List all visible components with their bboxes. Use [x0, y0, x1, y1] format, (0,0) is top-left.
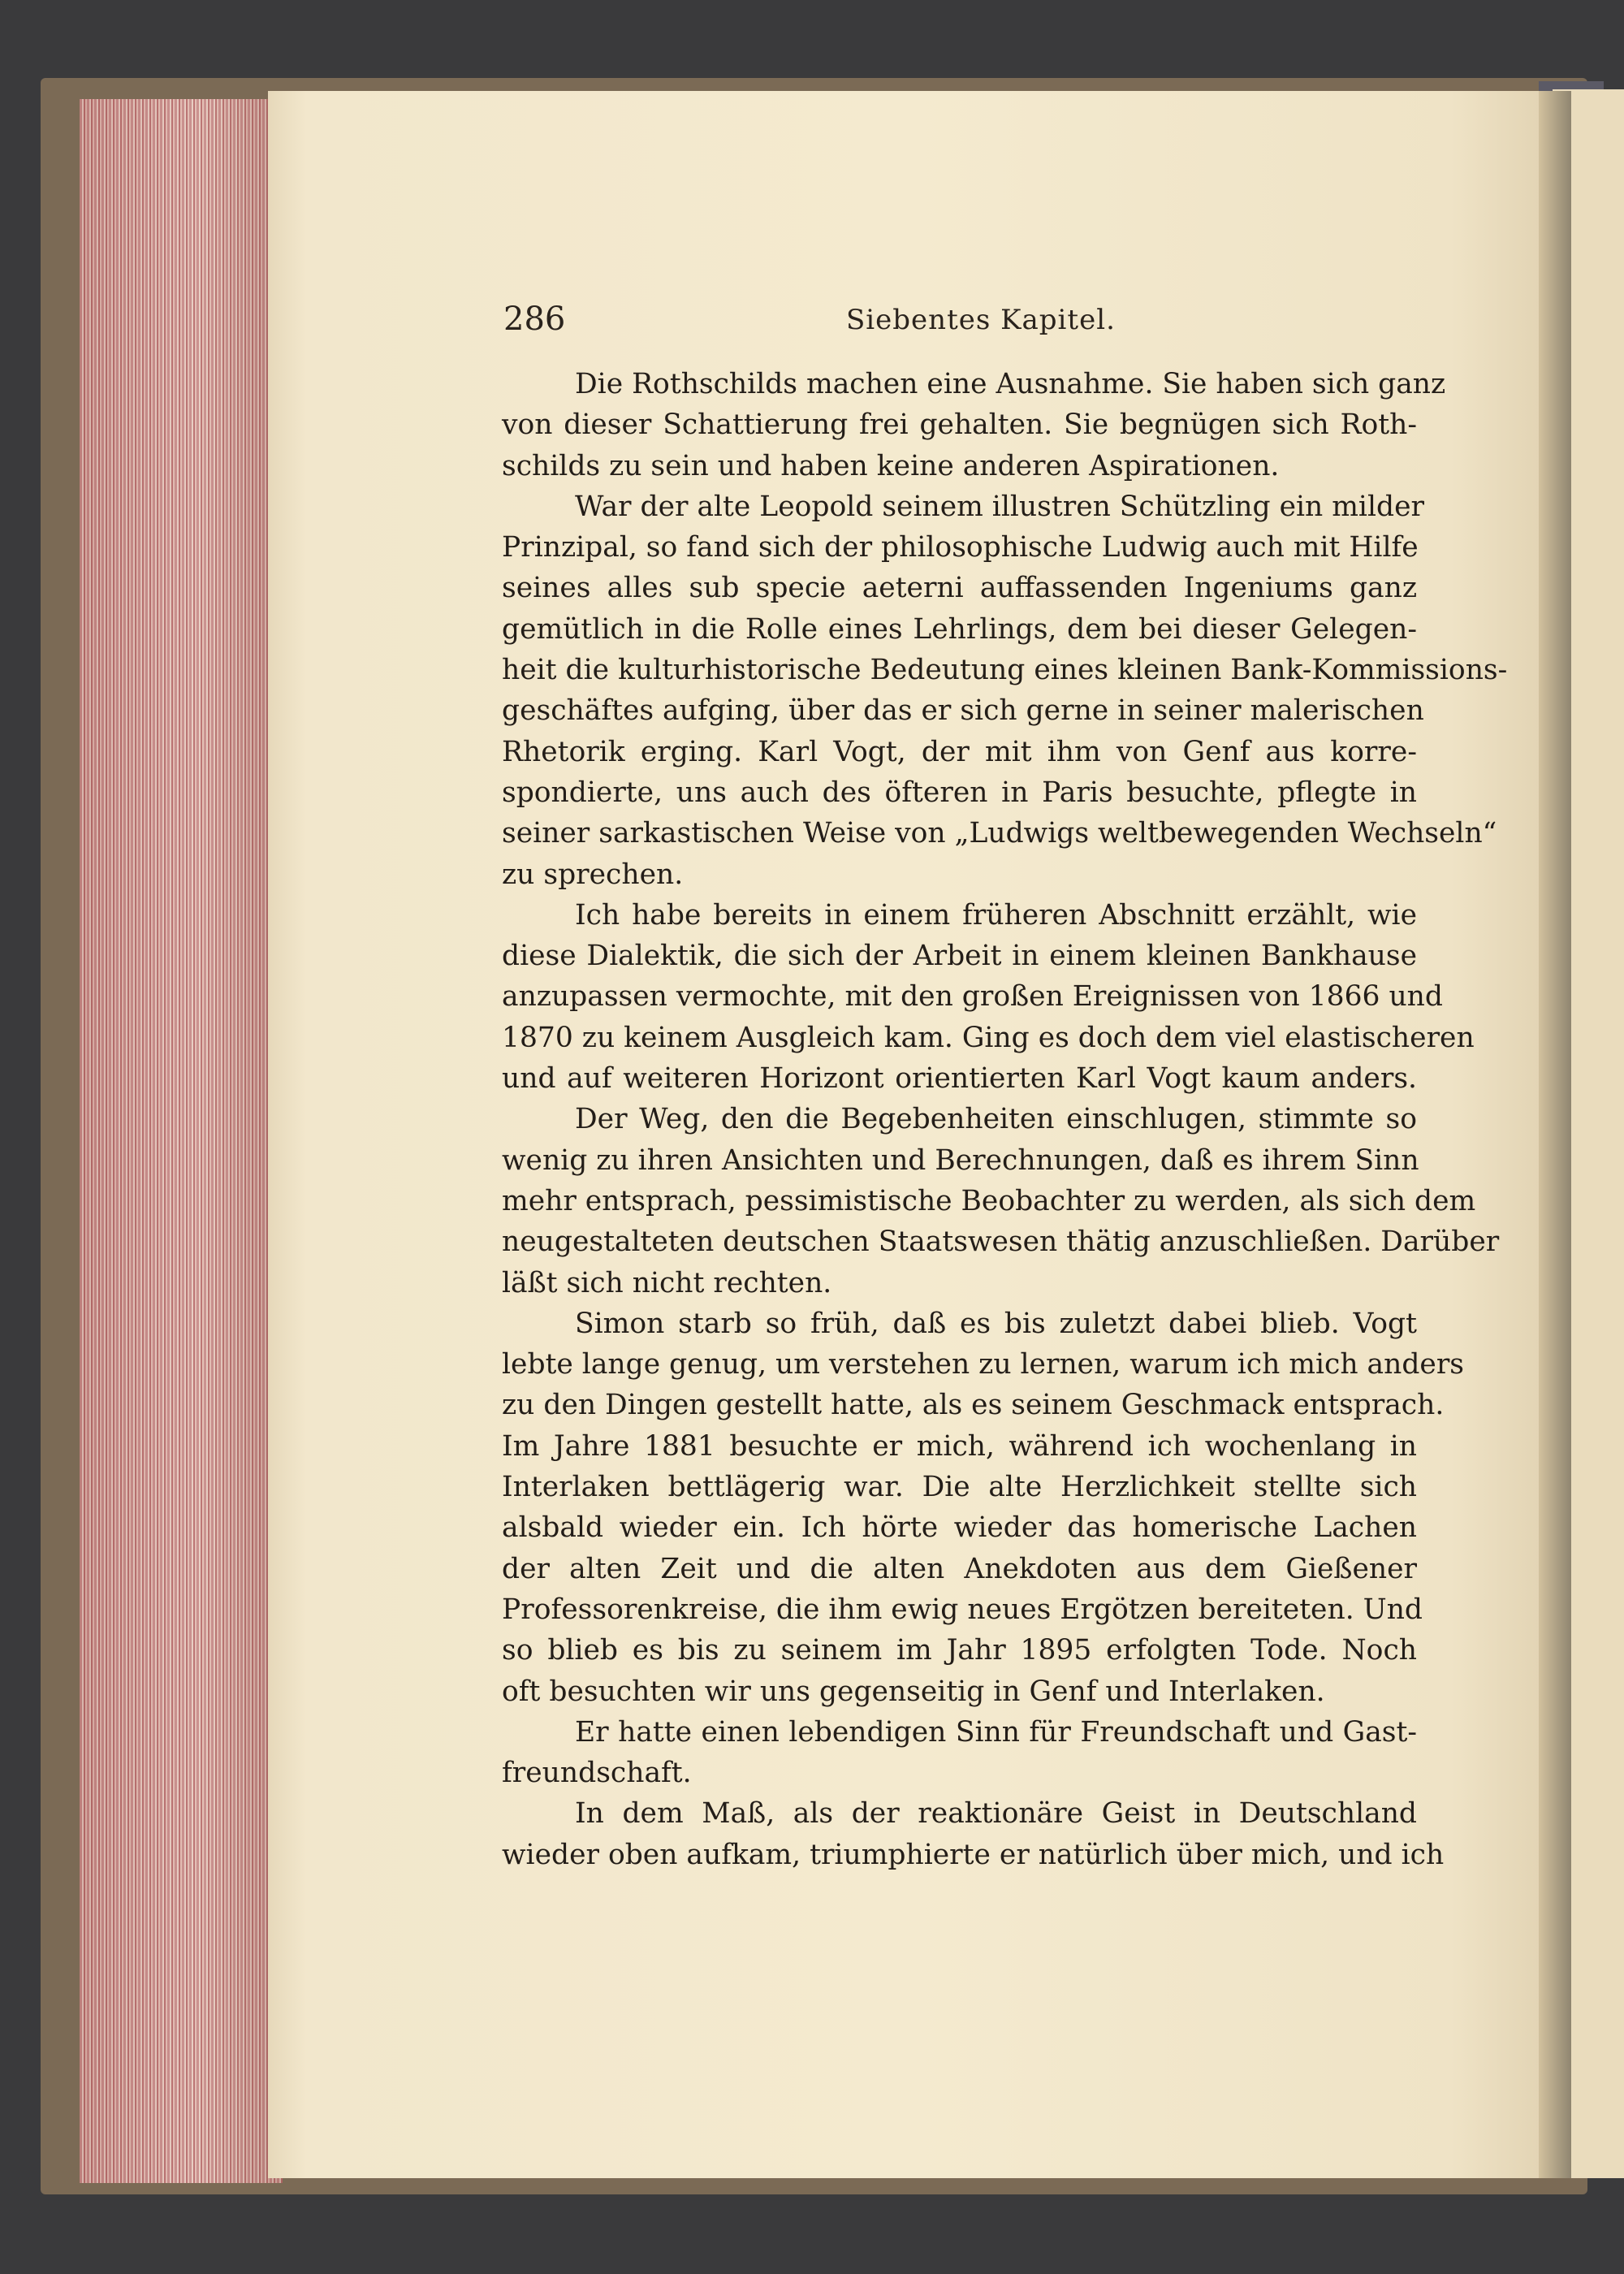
text-line: Die Rothschilds machen eine Ausnahme. Sie haben sich ganz	[575, 368, 1446, 400]
running-head: Siebentes Kapitel.	[846, 304, 1116, 336]
text-line: wenig zu ihren Ansichten und Berechnungen, daß es ihrem Sinn	[502, 1143, 1419, 1177]
text-line: heit die kulturhistorische Bedeutung eines kleinen Bank-Kommissions-	[502, 654, 1508, 687]
text-line: seines alles sub specie aeterni auffassenden Ingeniums ganz	[502, 572, 1417, 605]
text-line: diese Dialektik, die sich der Arbeit in einem kleinen Bankhause	[502, 940, 1417, 973]
page-edges-shade	[80, 99, 283, 2183]
text-line: Er hatte einen lebendigen Sinn für Freundschaft und Gast-	[575, 1715, 1417, 1749]
text-line: geschäftes aufging, über das er sich gerne in seiner malerischen	[502, 694, 1424, 728]
text-line: oft besuchten wir uns gegenseitig in Genf und Interlaken.	[502, 1675, 1325, 1708]
text-line: alsbald wieder ein. Ich hörte wieder das homerische Lachen	[502, 1511, 1417, 1545]
text-line: Interlaken bettlägerig war. Die alte Herzlichkeit stellte sich	[502, 1471, 1417, 1504]
gutter-shadow	[1539, 91, 1571, 2178]
text-line: zu sprechen.	[502, 858, 684, 891]
text-line: Professorenkreise, die ihm ewig neues Ergötzen bereiteten. Und	[502, 1593, 1423, 1626]
text-line: freundschaft.	[502, 1757, 692, 1790]
text-line: Ich habe bereits in einem früheren Abschnitt erzählt, wie	[575, 898, 1417, 932]
text-line: zu den Dingen gestellt hatte, als es seinem Geschmack entsprach.	[502, 1389, 1445, 1422]
text-line: Simon starb so früh, daß es bis zuletzt dabei blieb. Vogt	[575, 1307, 1417, 1340]
text-line: so blieb es bis zu seinem im Jahr 1895 erfolgten Tode. Noch	[502, 1634, 1417, 1667]
text-line: spondierte, uns auch des öfteren in Paris besuchte, pflegte in	[502, 776, 1417, 809]
text-line: läßt sich nicht rechten.	[502, 1266, 832, 1299]
body-text	[502, 364, 1508, 1875]
text-line: von dieser Schattierung frei gehalten. Sie begnügen sich Roth-	[502, 409, 1417, 442]
page-number: 286	[503, 300, 566, 338]
text-line: der alten Zeit und die alten Anekdoten aus dem Gießener	[502, 1552, 1417, 1585]
text-line: Rhetorik erging. Karl Vogt, der mit ihm von Genf aus korre-	[502, 735, 1417, 768]
text-line: und auf weiteren Horizont orientierten Karl Vogt kaum anders.	[502, 1062, 1417, 1096]
page-header	[503, 300, 1510, 349]
text-line: schilds zu sein und haben keine anderen Aspirationen.	[502, 449, 1280, 482]
text-line: gemütlich in die Rolle eines Lehrlings, dem bei dieser Gelegen-	[502, 612, 1417, 646]
text-line: Prinzipal, so fand sich der philosophische Ludwig auch mit Hilfe	[502, 531, 1419, 564]
text-line: 1870 zu keinem Ausgleich kam. Ging es doch dem viel elastischeren	[502, 1021, 1475, 1054]
text-line: Im Jahre 1881 besuchte er mich, während ich wochenlang in	[502, 1429, 1417, 1463]
text-line: lebte lange genug, um verstehen zu lernen, warum ich mich anders	[502, 1348, 1465, 1381]
text-line: wieder oben aufkam, triumphierte er natürlich über mich, und ich	[502, 1838, 1445, 1871]
text-line: mehr entsprach, pessimistische Beobachter zu werden, als sich dem	[502, 1184, 1476, 1217]
text-line: seiner sarkastischen Weise von „Ludwigs weltbewegenden Wechseln“	[502, 817, 1497, 850]
text-line: neugestalteten deutschen Staatswesen thätig anzuschließen. Darüber	[502, 1226, 1500, 1259]
text-line: Der Weg, den die Begebenheiten einschlugen, stimmte so	[575, 1103, 1417, 1136]
text-line: anzupassen vermochte, mit den großen Ereignissen von 1866 und	[502, 980, 1443, 1014]
text-line: In dem Maß, als der reaktionäre Geist in Deutschland	[575, 1797, 1417, 1831]
text-line: War der alte Leopold seinem illustren Schützling ein milder	[575, 490, 1424, 523]
